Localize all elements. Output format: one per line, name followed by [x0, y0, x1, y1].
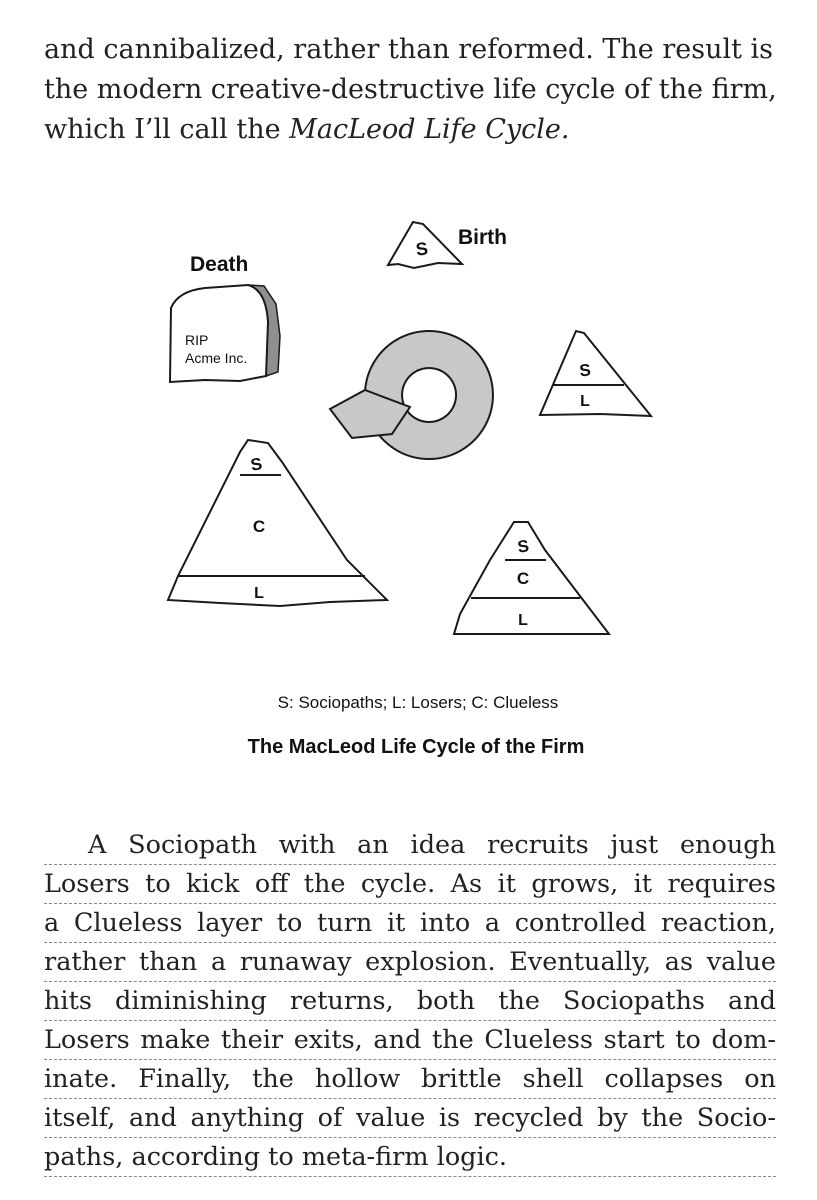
body-line: Losers make their exits, and the Clueless start to dom-: [44, 1021, 776, 1060]
body-line: rather than a runaway explosion. Eventually, as value: [44, 943, 776, 982]
small-triangle-s: S: [578, 360, 592, 381]
medium-triangle-s: S: [516, 536, 531, 557]
body-line: paths, according to meta-firm logic.: [44, 1138, 776, 1177]
big-triangle-c: C: [252, 517, 266, 536]
figure-legend: S: Sociopaths; L: Losers; C: Clueless: [277, 693, 559, 712]
birth-label: Birth: [458, 226, 507, 249]
body-line: hits diminishing returns, both the Sociopaths and: [44, 982, 776, 1021]
tombstone-icon: [170, 285, 280, 382]
figure-caption: The MacLeod Life Cycle of the Firm: [247, 736, 585, 758]
body-line: a Clueless layer to turn it into a controlled reaction,: [44, 904, 776, 943]
big-triangle-l: L: [254, 585, 264, 602]
medium-triangle-l: L: [518, 612, 528, 629]
intro-line-2: the modern creative-destructive life cycle of the firm,: [44, 74, 777, 105]
tombstone-rip: RIP: [185, 332, 209, 348]
body-line: itself, and anything of value is recycled by the Socio-: [44, 1099, 776, 1138]
body-line: A Sociopath with an idea recruits just enough: [44, 826, 776, 865]
big-triangle-s: S: [249, 454, 264, 475]
death-label: Death: [190, 253, 249, 276]
intro-line-3-text: which I’ll call the: [44, 114, 290, 145]
small-triangle-l: L: [580, 393, 590, 410]
cycle-arrow-icon: [330, 331, 493, 459]
body-line: Losers to kick off the cycle. As it grows, it requires: [44, 865, 776, 904]
intro-line-3: [44, 110, 784, 150]
intro-line-1: and cannibalized, rather than reformed. The result is: [44, 34, 774, 65]
macleod-life-cycle-figure: [0, 200, 817, 780]
big-triangle: [168, 440, 387, 606]
small-triangle: [540, 331, 651, 416]
medium-triangle-c: C: [516, 569, 530, 588]
birth-triangle: [388, 222, 462, 268]
body-line: inate. Finally, the hollow brittle shell collapses on: [44, 1060, 776, 1099]
birth-triangle-s: S: [414, 238, 430, 260]
macleod-life-cycle-term: MacLeod Life Cycle.: [289, 114, 570, 145]
body-paragraph: [44, 826, 776, 1177]
medium-triangle: [454, 522, 609, 634]
tombstone-company: Acme Inc.: [185, 350, 248, 366]
intro-paragraph: [44, 30, 784, 150]
